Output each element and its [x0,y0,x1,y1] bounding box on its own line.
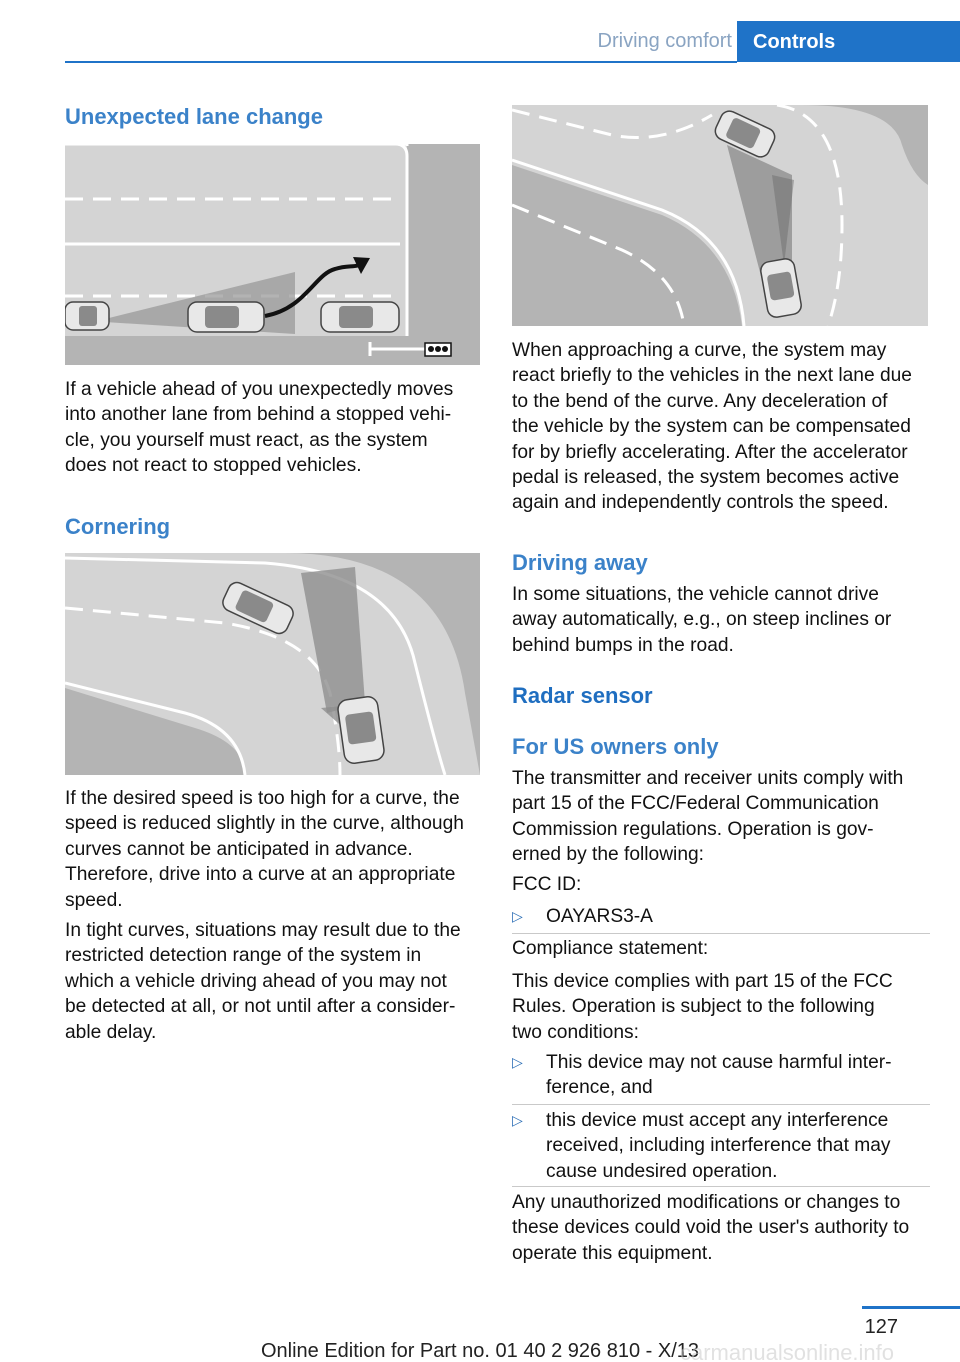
text-line: In tight curves, situations may result due to the [65,920,461,941]
bullet-triangle-icon: ▷ [512,1112,523,1128]
paragraph-tight-curves [65,918,461,1045]
figure-cornering [65,553,480,775]
car-stopped-ahead [321,302,399,332]
bullet-triangle-icon: ▷ [512,1054,523,1070]
text-line: When approaching a curve, the system may [512,340,887,361]
text-line: In some situations, the vehicle cannot drive [512,584,879,605]
text-line: for by briefly accelerating. After the accelerator [512,441,908,463]
text-line: Compliance statement: [512,938,709,959]
text-line: into another lane from behind a stopped vehi‐ [65,404,452,426]
text-line: Rules. Operation is subject to the following [512,996,875,1018]
heading-us-owners: For US owners only [512,734,719,759]
heading-cornering: Cornering [65,514,171,539]
paragraph-driving-away [512,582,891,658]
text-line: erned by the following: [512,844,704,866]
traffic-light-icon [425,343,451,356]
paragraph-compliance [512,969,893,1045]
section-title: Driving comfort [597,30,732,52]
text-line: away automatically, e.g., on steep inclines or [512,609,892,631]
car-rear [65,302,109,330]
text-line: two conditions: [512,1021,639,1043]
text-line: behind bumps in the road. [512,634,734,656]
page-header [0,0,960,62]
heading-radar-sensor: Radar sensor [512,683,653,708]
fcc-label [512,872,581,897]
text-line: these devices could void the user's authority to [512,1217,910,1239]
text-line: be detected at all, or not until after a consider‐ [65,996,456,1018]
own-car [337,696,386,765]
text-line: which a vehicle driving ahead of you may not [65,970,447,992]
figure-unexpected-lane-change [65,144,480,365]
figure-curve-adjacent-lane [512,105,928,326]
text-line: This device may not cause harmful inter‐ [546,1052,892,1073]
text-line: Any unauthorized modifications or changes to [512,1192,901,1213]
text-line: FCC ID: [512,874,582,895]
text-line: speed is reduced slightly in the curve, although [65,813,464,835]
header-rule [65,61,737,63]
text-line: ference, and [546,1077,653,1099]
page-number: 127 [864,1316,898,1338]
paragraph-us-owners [512,766,903,868]
divider [512,1104,930,1105]
curve-adjacent-lane-illustration [512,105,928,326]
text-line: cause undesired operation. [546,1160,778,1182]
text-line: the vehicle by the system can be compensated [512,416,911,438]
divider [512,1186,930,1187]
heading-driving-away: Driving away [512,550,648,575]
text-line: curves cannot be anticipated in advance. [65,838,413,860]
text-line: speed. [65,889,123,911]
cornering-illustration [65,553,480,775]
text-line: received, including interference that may [546,1135,891,1157]
chapter-tab: Controls [737,21,960,62]
text-line: The transmitter and receiver units comply with [512,768,904,789]
paragraph-unexpected-lane-change [65,377,453,479]
text-line: again and independently controls the speed. [512,492,889,514]
text-line: OAYARS3-A [546,906,653,927]
watermark: carmanualsonline.info [680,1340,895,1362]
paragraph-cornering [65,786,464,913]
edition-footer: Online Edition for Part no. 01 40 2 926 810 - X/13 [260,1340,700,1362]
text-line: If a vehicle ahead of you unexpectedly moves [65,379,454,400]
text-line: pedal is released, the system becomes active [512,467,900,489]
text-line: to the bend of the curve. Any deceleration of [512,390,888,412]
text-line: Therefore, drive into a curve at an appropriate [65,864,456,886]
text-line: If the desired speed is too high for a curve, the [65,788,460,809]
text-line: able delay. [65,1021,157,1043]
heading-unexpected-lane-change: Unexpected lane change [65,104,323,129]
lane-change-illustration [65,144,480,365]
paragraph-curve-adjacent-lane [512,338,912,516]
bullet-triangle-icon: ▷ [512,908,523,924]
text-line: operate this equipment. [512,1242,713,1264]
text-line: part 15 of the FCC/Federal Communication [512,793,879,815]
text-line: restricted detection range of the system in [65,945,422,967]
car-middle [188,302,264,332]
text-line: react briefly to the vehicles in the next lane due [512,365,912,387]
divider [512,933,930,934]
text-line: this device must accept any interference [546,1110,889,1131]
text-line: cle, you yourself must react, as the system [65,429,428,451]
paragraph-modifications [512,1190,909,1266]
text-line: This device complies with part 15 of the FCC [512,971,893,992]
compliance-label [512,936,708,961]
text-line: Commission regulations. Operation is gov‐ [512,818,874,840]
page-number-rule [862,1306,960,1309]
text-line: does not react to stopped vehicles. [65,455,362,477]
